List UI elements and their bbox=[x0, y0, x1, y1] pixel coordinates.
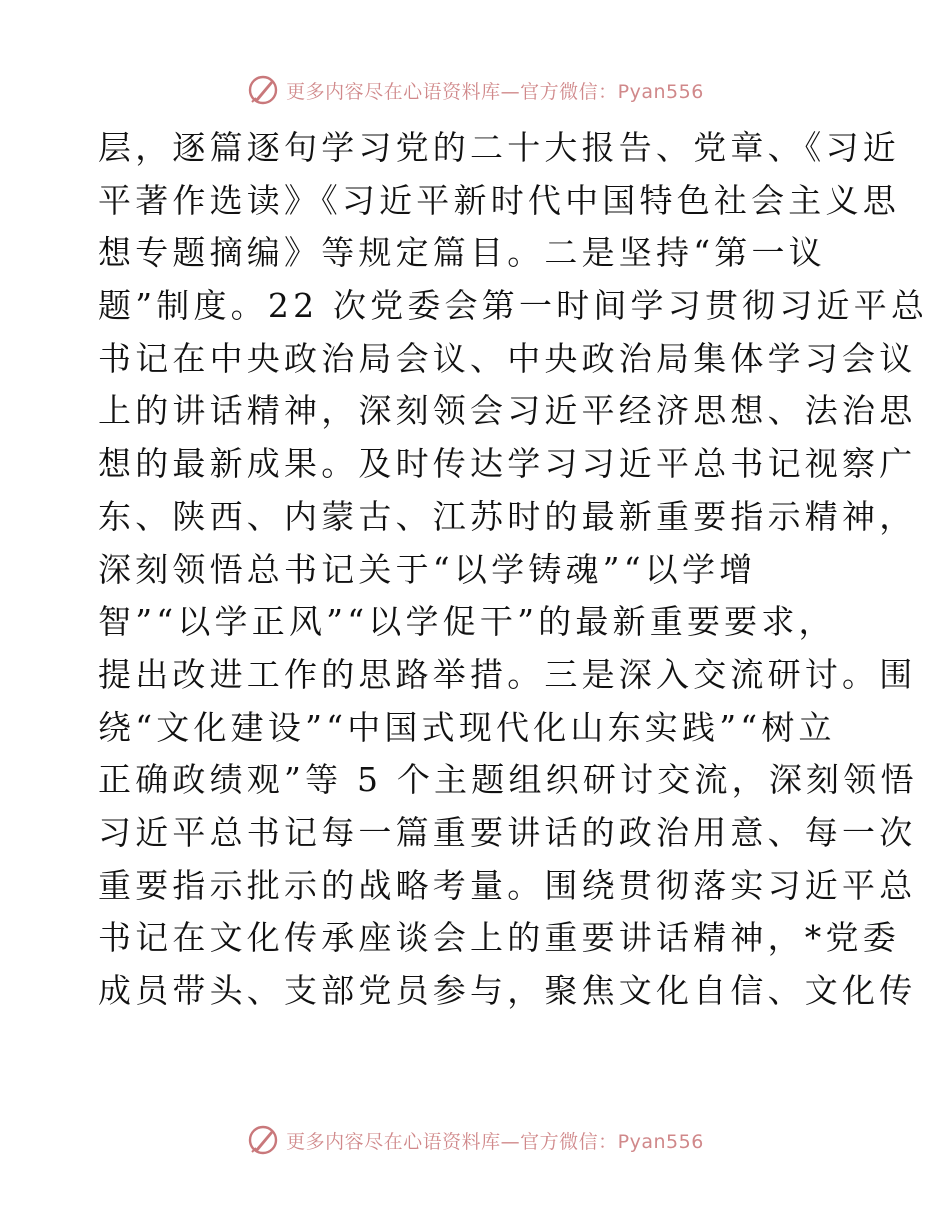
text-line: 想专题摘编》等规定篇目。二是坚持“第一议 bbox=[98, 233, 826, 273]
text-line: 书记在文化传承座谈会上的重要讲话精神，*党委 bbox=[98, 918, 900, 958]
footer-watermark bbox=[0, 1120, 950, 1160]
text-line: 成员带头、支部党员参与，聚焦文化自信、文化传 bbox=[98, 971, 917, 1010]
text-line: 提出改进工作的思路举措。三是深入交流研讨。围 bbox=[98, 654, 917, 694]
text-line: 深刻领悟总书记关于“以学铸魂”“以学增 bbox=[98, 549, 757, 589]
watermark-text: 更多内容尽在心语资料库—官方微信：Pyan556 bbox=[286, 80, 704, 103]
text-line: 习近平总书记每一篇重要讲话的政治用意、每一次 bbox=[98, 812, 917, 852]
text-line: 书记在中央政治局会议、中央政治局集体学习会议 bbox=[98, 338, 917, 378]
text-line: 重要指示批示的战略考量。围绕贯彻落实习近平总 bbox=[98, 865, 917, 905]
text-line: 上的讲话精神，深刻领会习近平经济思想、法治思 bbox=[98, 391, 917, 431]
text-line: 题”制度。22 次党委会第一时间学习贯彻习近平总 bbox=[98, 286, 929, 326]
text-line: 平著作选读》《习近平新时代中国特色社会主义思 bbox=[98, 180, 900, 220]
body-paragraph bbox=[98, 122, 929, 1018]
text-line: 绕“文化建设”“中国式现代化山东实践”“树立 bbox=[98, 707, 836, 747]
text-line: 想的最新成果。及时传达学习习近平总书记视察广 bbox=[98, 444, 917, 484]
text-line: 正确政绩观”等 5 个主题组织研讨交流，深刻领悟 bbox=[98, 760, 918, 800]
text-line: 智”“以学正风”“以学促干”的最新重要要求， bbox=[98, 602, 836, 642]
quill-pen-circle-icon bbox=[246, 1123, 280, 1157]
text-line: 层，逐篇逐句学习党的二十大报告、党章、《习近 bbox=[98, 128, 900, 167]
watermark-text: 更多内容尽在心语资料库—官方微信：Pyan556 bbox=[286, 1130, 704, 1153]
quill-pen-circle-icon bbox=[246, 73, 280, 107]
header-watermark bbox=[0, 70, 950, 110]
text-line: 东、陕西、内蒙古、江苏时的最新重要指示精神， bbox=[98, 496, 917, 536]
